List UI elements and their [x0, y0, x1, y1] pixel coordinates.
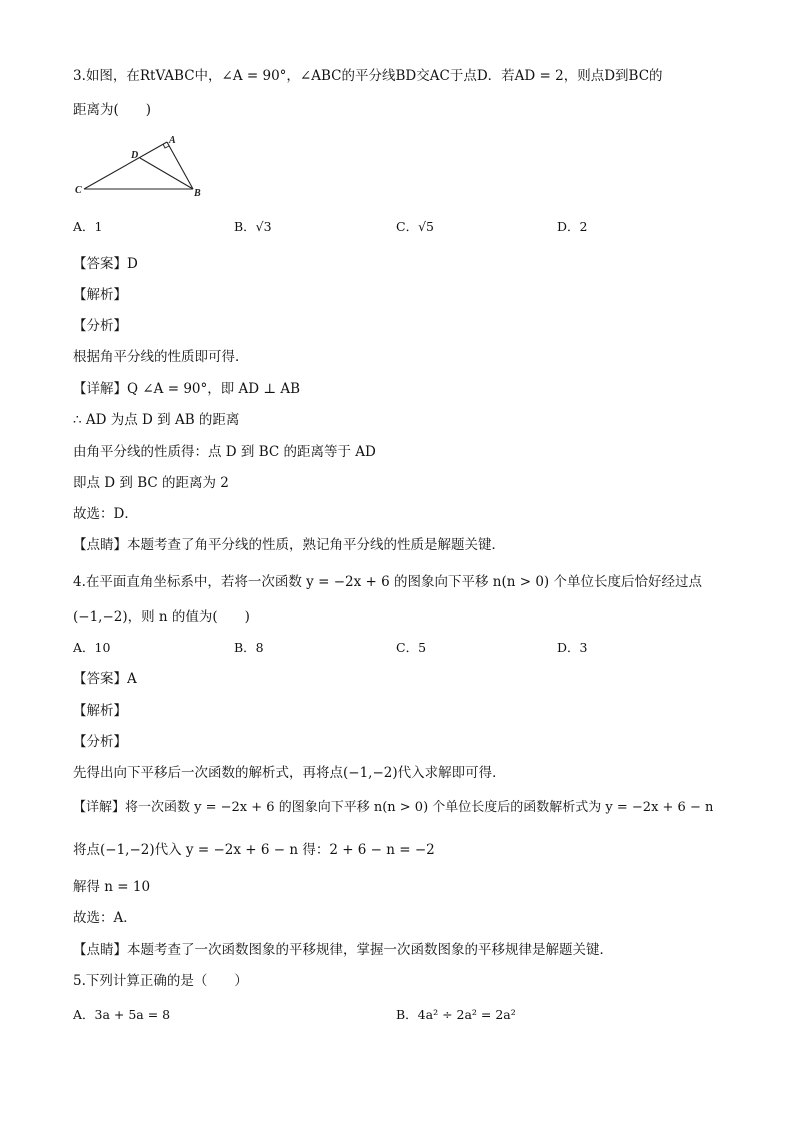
- q3-fenxi-heading: 【分析】: [73, 318, 127, 334]
- q5-option-a: A．3a + 5a = 8: [73, 1007, 171, 1022]
- q4-option-b: B．8: [234, 640, 264, 655]
- q4-comment: 【点睛】本题考查了一次函数图象的平移规律，掌握一次函数图象的平移规律是解题关键．: [73, 942, 613, 958]
- q3-detail-4: 即点 D 到 BC 的距离为 2: [73, 475, 229, 491]
- q3-analysis-heading: 【解析】: [73, 287, 127, 303]
- q4-answer: 【答案】A: [73, 671, 137, 687]
- q3-option-a: A．1: [73, 219, 103, 234]
- q5-option-b: B．4a² ÷ 2a² = 2a²: [396, 1007, 516, 1022]
- q4-analysis-heading: 【解析】: [73, 703, 127, 719]
- q4-fenxi-text: 先得出向下平移后一次函数的解析式，再将点(−1,−2)代入求解即可得．: [73, 765, 506, 781]
- label-a: A: [169, 135, 176, 146]
- q3-answer: 【答案】D: [73, 256, 138, 272]
- q4-stem-line2: (−1,−2)，则 n 的值为( ): [73, 609, 250, 625]
- q3-detail-1: 【详解】Q ∠A = 90°，即 AD ⊥ AB: [73, 381, 301, 397]
- q4-stem-line1: 4.在平面直角坐标系中，若将一次函数 y = −2x + 6 的图象向下平移 n(n > 0) 个单位长度后恰好经过点: [73, 574, 702, 590]
- q3-detail-3: 由角平分线的性质得：点 D 到 BC 的距离等于 AD: [73, 444, 376, 460]
- q3-option-c: C．√5: [396, 219, 434, 234]
- q5-stem: 5.下列计算正确的是（ ）: [73, 973, 248, 989]
- q3-option-b: B．√3: [234, 219, 272, 234]
- side-ca: [84, 142, 167, 189]
- q4-option-d: D．3: [557, 640, 588, 655]
- label-d: D: [131, 150, 139, 161]
- label-c: C: [75, 185, 82, 196]
- q3-stem-line2: 距离为( ): [73, 102, 152, 118]
- q3-comment: 【点睛】本题考查了角平分线的性质，熟记角平分线的性质是解题关键．: [73, 537, 505, 553]
- q3-detail-2: ∴ AD 为点 D 到 AB 的距离: [73, 412, 240, 428]
- q4-detail-2: 将点(−1,−2)代入 y = −2x + 6 − n 得：2 + 6 − n = −2: [73, 842, 435, 858]
- q3-choice: 故选：D．: [73, 506, 138, 522]
- q4-option-c: C．5: [396, 640, 427, 655]
- q3-option-d: D．2: [557, 219, 588, 234]
- label-b: B: [194, 188, 201, 199]
- triangle-figure: [73, 133, 213, 201]
- q3-stem-line1: 3.如图，在RtVABC中，∠A = 90°，∠ABC的平分线BD交AC于点D．若AD = 2，则点D到BC的: [73, 68, 663, 84]
- q4-detail-3: 解得 n = 10: [73, 879, 151, 895]
- q4-detail-1: 【详解】将一次函数 y = −2x + 6 的图象向下平移 n(n > 0) 个单位长度后的函数解析式为 y = −2x + 6 − n: [73, 800, 714, 815]
- q4-fenxi-heading: 【分析】: [73, 734, 127, 750]
- q4-option-a: A．10: [73, 640, 111, 655]
- q3-fenxi-text: 根据角平分线的性质即可得．: [73, 349, 249, 365]
- triangle-diagram: [73, 133, 213, 201]
- q4-choice: 故选：A．: [73, 910, 137, 926]
